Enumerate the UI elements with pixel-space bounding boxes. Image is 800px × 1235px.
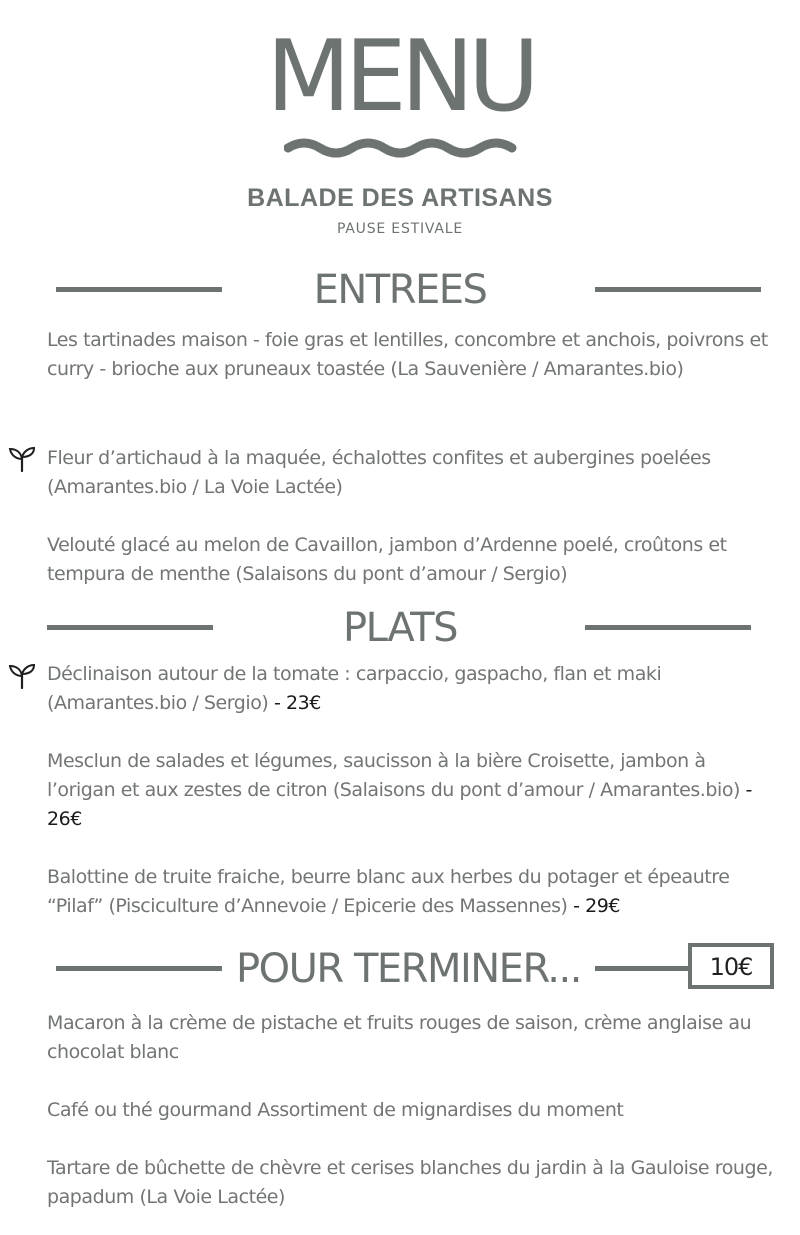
plats-heading: PLATS — [343, 605, 457, 651]
dessert-item-3 — [47, 1154, 777, 1212]
entree-item-3 — [47, 531, 777, 589]
plat-item-3-text: Balottine de truite fraiche, beurre blanc aux herbes du potager et épeautre “Pilaf” (Pisciculture d’Annevoie / Epicerie des Massennes) — [47, 866, 730, 917]
dessert-item-2-text: Café ou thé gourmand Assortiment de mignardises du moment — [47, 1099, 624, 1121]
plat-item-3-price: - 29€ — [567, 895, 621, 917]
plats-rule-right — [585, 625, 751, 630]
menu-tagline: PAUSE ESTIVALE — [336, 221, 464, 237]
plat-item-2-text: Mesclun de salades et légumes, saucisson à la bière Croisette, jambon à l’origan et aux zestes de citron (Salaisons du pont d’amour / Amarantes.bio) — [47, 750, 740, 801]
menu-title: MENU — [266, 20, 534, 134]
desserts-rule-left — [56, 966, 222, 971]
wave-divider-icon — [284, 136, 520, 160]
entrees-heading: ENTREES — [313, 267, 487, 313]
entree-item-1 — [47, 326, 777, 384]
plat-item-1-text: Déclinaison autour de la tomate : carpaccio, gaspacho, flan et maki (Amarantes.bio / Sergio) — [47, 663, 662, 714]
dessert-item-3-text: Tartare de bûchette de chèvre et cerises blanches du jardin à la Gauloise rouge, papadum (La Voie Lactée) — [47, 1157, 773, 1208]
desserts-heading: POUR TERMINER... — [236, 946, 581, 992]
entrees-rule-right — [595, 287, 761, 292]
plat-item-1-price: - 23€ — [268, 692, 321, 714]
sprout-icon — [8, 663, 36, 689]
entree-item-1-text: Les tartinades maison - foie gras et lentilles, concombre et anchois, poivrons et curry - brioche aux pruneaux toastée (La Sauvenière / Amarantes.bio) — [47, 329, 768, 380]
dessert-item-2 — [47, 1096, 777, 1125]
restaurant-name: BALADE DES ARTISANS — [247, 184, 553, 212]
dessert-item-1 — [47, 1009, 777, 1067]
entree-item-2 — [47, 444, 777, 502]
plat-item-2 — [47, 747, 777, 834]
plat-item-1 — [47, 660, 777, 718]
entree-item-3-text: Velouté glacé au melon de Cavaillon, jambon d’Ardenne poelé, croûtons et tempura de menthe (Salaisons du pont d’amour / Sergio) — [47, 534, 727, 585]
plat-item-2-price: - 26€ — [47, 779, 752, 830]
desserts-price-box: 10€ — [688, 943, 774, 989]
desserts-rule-right — [595, 966, 688, 971]
sprout-icon — [8, 446, 36, 472]
plat-item-3 — [47, 863, 777, 921]
entree-item-2-text: Fleur d’artichaud à la maquée, échalottes confites et aubergines poelées (Amarantes.bio / La Voie Lactée) — [47, 447, 711, 498]
dessert-item-1-text: Macaron à la crème de pistache et fruits rouges de saison, crème anglaise au chocolat blanc — [47, 1012, 752, 1063]
